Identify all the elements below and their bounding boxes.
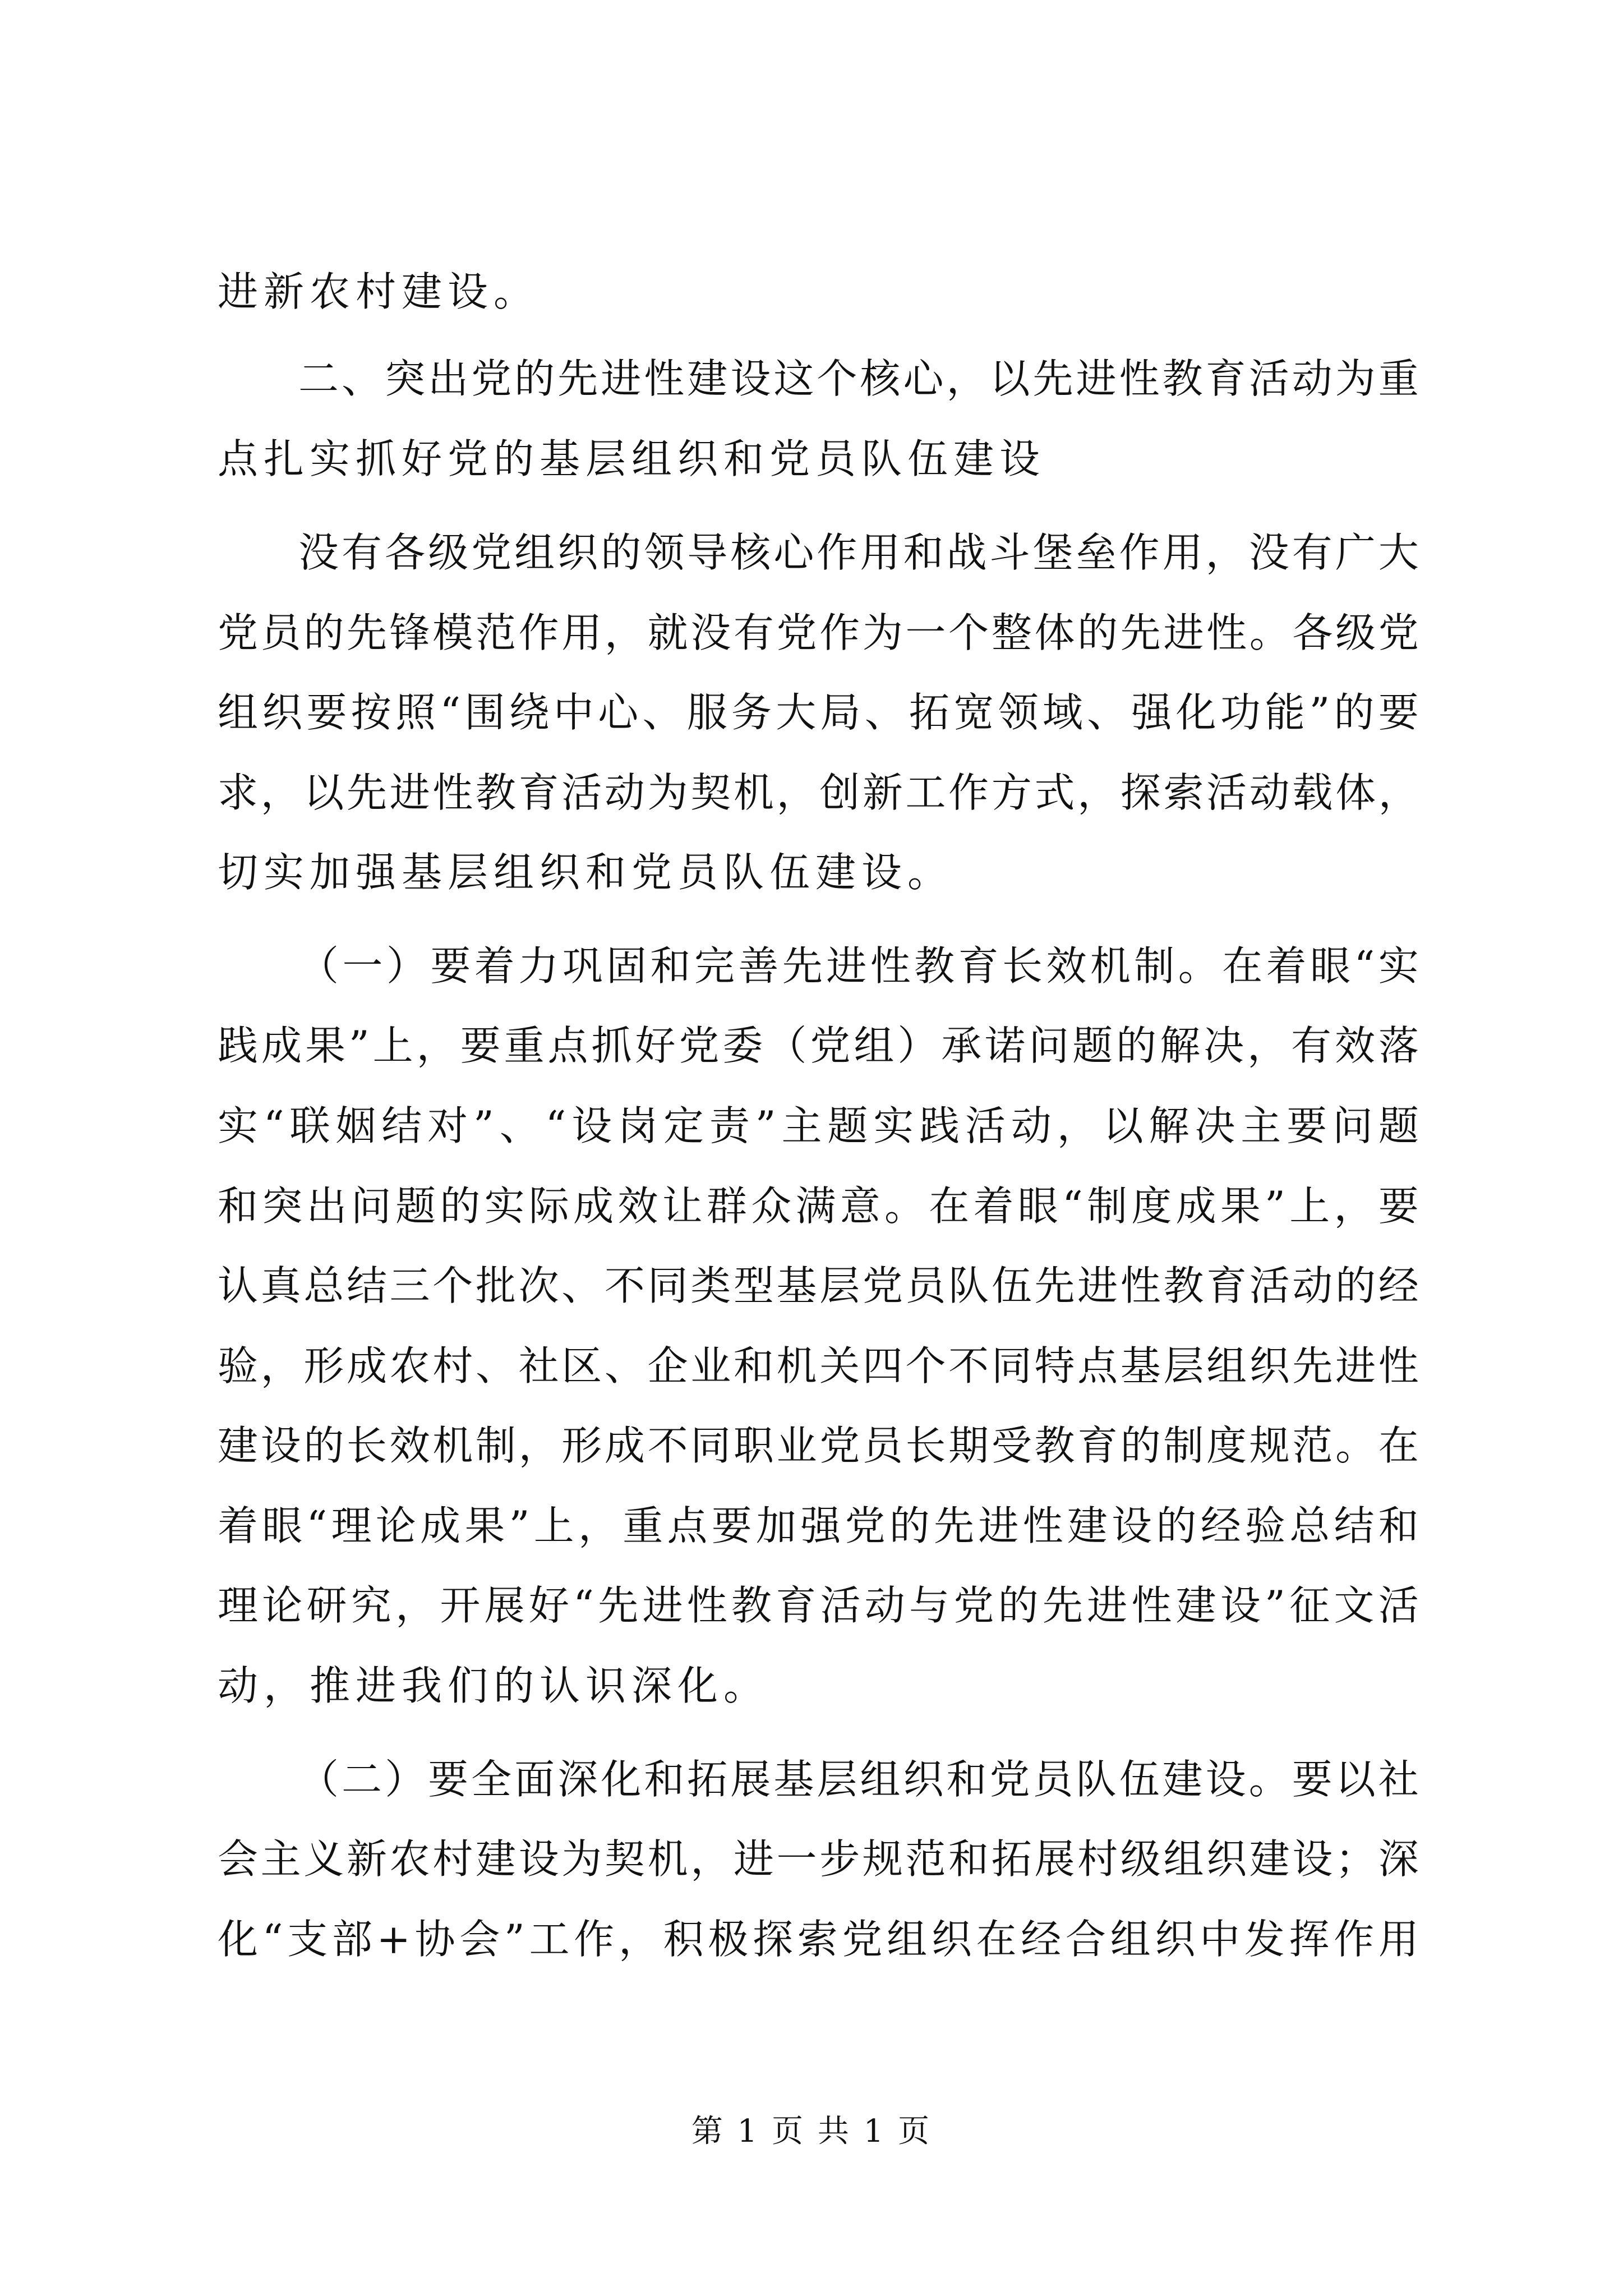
text-line: 切实加强基层组织和党员队伍建设。 bbox=[218, 849, 954, 896]
text-line: 求 ， 以 先 进 性 教 育 活 动 为 契 机 ， 创 新 工 作 方 式 ， 探 索 活 动 载 体 ， bbox=[218, 769, 1419, 816]
text-line: 进新农村建设。 bbox=[218, 268, 540, 315]
text-line: 着 眼 “ 理 论 成 果 ” 上 ， 重 点 要 加 强 党 的 先 进 性 建 设 的 经 验 总 结 和 bbox=[218, 1502, 1419, 1549]
text-line: （ 二 ） 要 全 面 深 化 和 拓 展 基 层 组 织 和 党 员 队 伍 建 设 。 要 以 社 bbox=[298, 1756, 1419, 1803]
text-line: 践 成 果 ” 上 ， 要 重 点 抓 好 党 委 （ 党 组 ） 承 诺 问 题 的 解 决 ， 有 效 落 bbox=[218, 1022, 1419, 1069]
text-line: 党 员 的 先 锋 模 范 作 用 ， 就 没 有 党 作 为 一 个 整 体 的 先 进 性 。 各 级 党 bbox=[218, 609, 1419, 656]
text-line: 实 “ 联 姻 结 对 ” 、 “ 设 岗 定 责 ” 主 题 实 践 活 动 ， 以 解 决 主 要 问 题 bbox=[218, 1102, 1419, 1149]
text-line: 动，推进我们的认识深化。 bbox=[218, 1662, 770, 1709]
text-line: （ 一 ） 要 着 力 巩 固 和 完 善 先 进 性 教 育 长 效 机 制 。 在 着 眼 “ 实 bbox=[298, 942, 1419, 990]
text-line: 没 有 各 级 党 组 织 的 领 导 核 心 作 用 和 战 斗 堡 垒 作 用 ， 没 有 广 大 bbox=[298, 529, 1419, 576]
text-line: 二 、 突 出 党 的 先 进 性 建 设 这 个 核 心 ， 以 先 进 性 教 育 活 动 为 重 bbox=[298, 355, 1419, 402]
text-line: 验 ， 形 成 农 村 、 社 区 、 企 业 和 机 关 四 个 不 同 特 点 基 层 组 织 先 进 性 bbox=[218, 1342, 1419, 1389]
text-line: 会 主 义 新 农 村 建 设 为 契 机 ， 进 一 步 规 范 和 拓 展 村 级 组 织 建 设 ； 深 bbox=[218, 1835, 1419, 1883]
text-line: 和 突 出 问 题 的 实 际 成 效 让 群 众 满 意 。 在 着 眼 “ 制 度 成 果 ” 上 ， 要 bbox=[218, 1182, 1419, 1230]
text-line: 建 设 的 长 效 机 制 ， 形 成 不 同 职 业 党 员 长 期 受 教 育 的 制 度 规 范 。 在 bbox=[218, 1422, 1419, 1469]
text-line: 组 织 要 按 照 “ 围 绕 中 心 、 服 务 大 局 、 拓 宽 领 域 、 强 化 功 能 ” 的 要 bbox=[218, 689, 1419, 736]
page-footer: 第 1 页 共 1 页 bbox=[691, 2113, 932, 2150]
text-line: 理 论 研 究 ， 开 展 好 “ 先 进 性 教 育 活 动 与 党 的 先 进 性 建 设 ” 征 文 活 bbox=[218, 1582, 1419, 1629]
text-line: 化 “ 支 部 + 协 会 ” 工 作 ， 积 极 探 索 党 组 织 在 经 合 组 织 中 发 挥 作 用 bbox=[218, 1916, 1419, 1963]
text-line: 点扎实抓好党的基层组织和党员队伍建设 bbox=[218, 435, 1046, 482]
text-line: 认 真 总 结 三 个 批 次 、 不 同 类 型 基 层 党 员 队 伍 先 进 性 教 育 活 动 的 经 bbox=[218, 1262, 1419, 1309]
